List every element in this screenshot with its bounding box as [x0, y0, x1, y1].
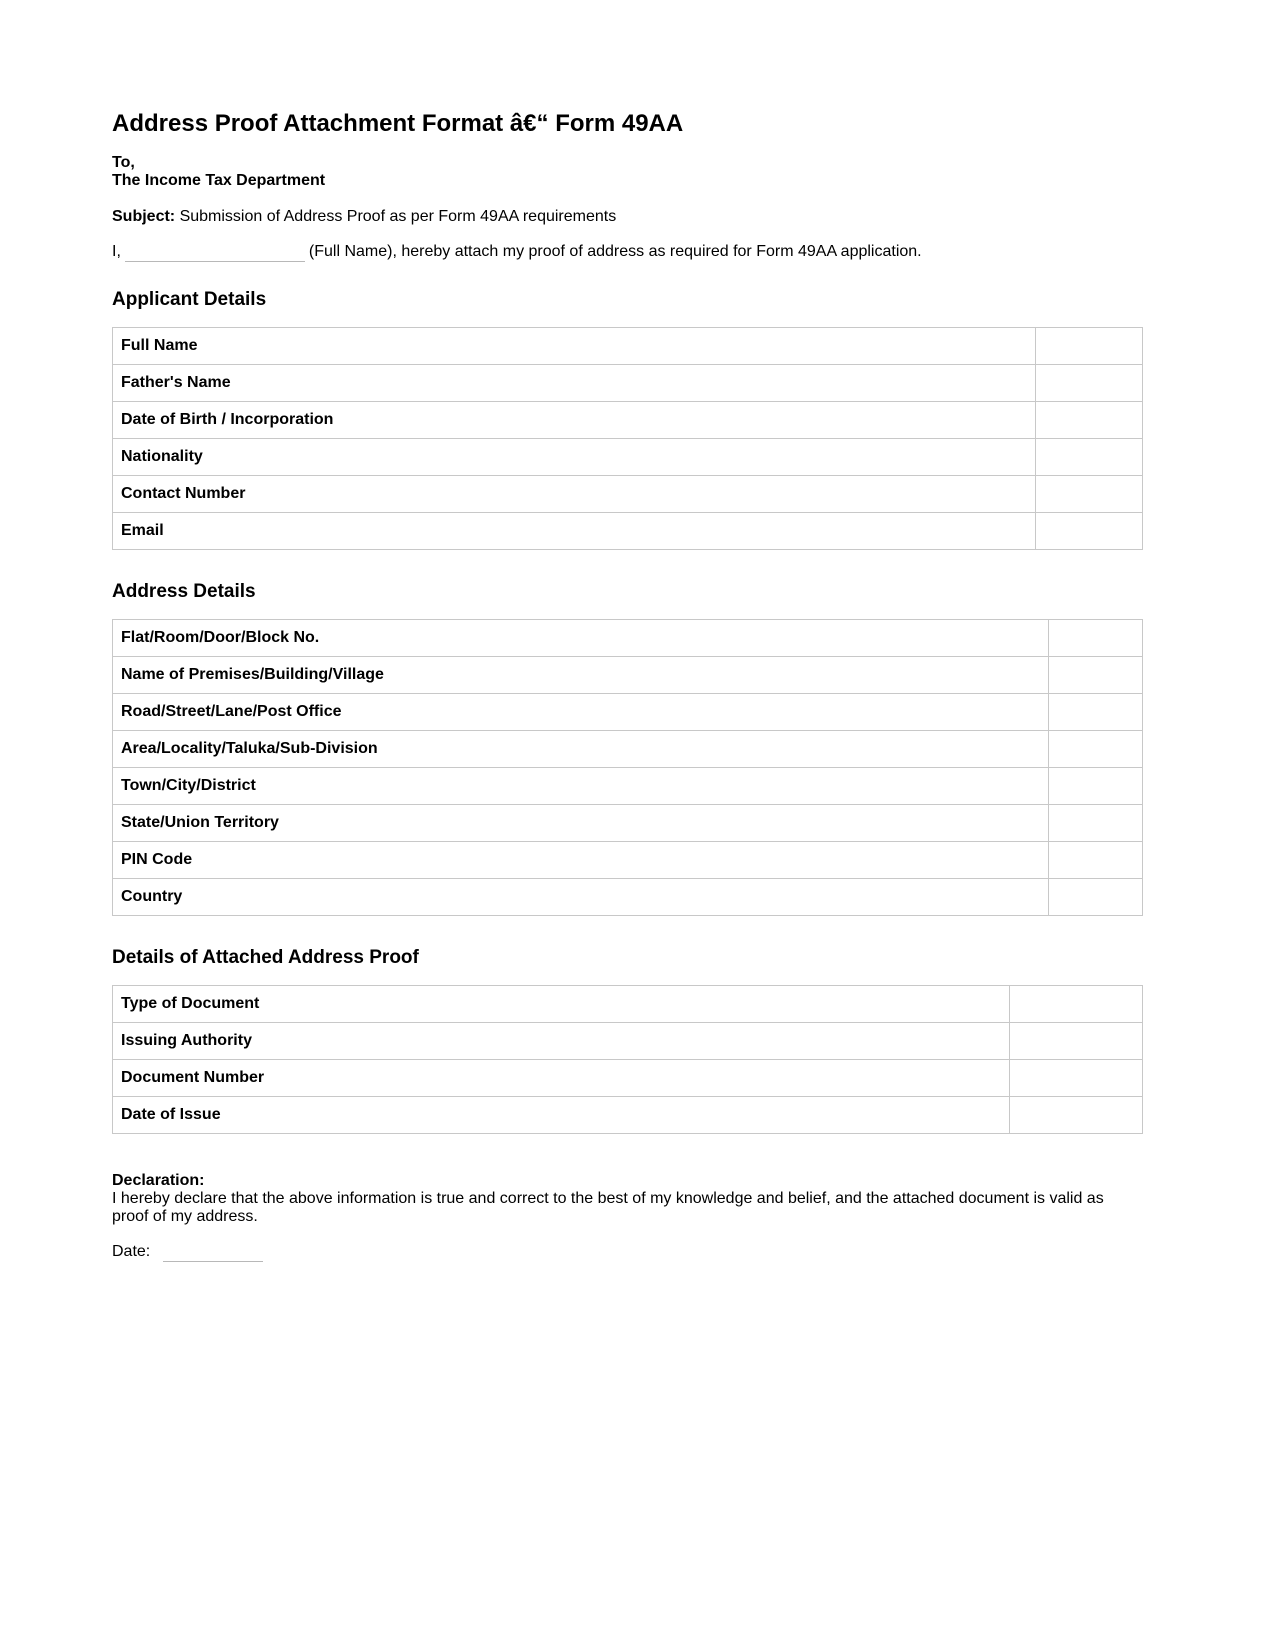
subject-text: Submission of Address Proof as per Form 49AA requirements	[175, 208, 617, 225]
row-value-cell[interactable]	[1036, 365, 1143, 402]
table-row	[113, 842, 1143, 879]
row-value-cell[interactable]	[1049, 768, 1143, 805]
row-label: Nationality	[113, 439, 1036, 476]
table-row	[113, 402, 1143, 439]
table-row	[113, 365, 1143, 402]
table-row	[113, 986, 1143, 1023]
table-row	[113, 731, 1143, 768]
row-label: PIN Code	[113, 842, 1049, 879]
row-label: Issuing Authority	[113, 1023, 1010, 1060]
row-value-cell[interactable]	[1049, 731, 1143, 768]
row-label: Full Name	[113, 328, 1036, 365]
subject-line	[112, 207, 1142, 227]
row-value-cell[interactable]	[1049, 620, 1143, 657]
table-row	[113, 1060, 1143, 1097]
row-value-cell[interactable]	[1036, 439, 1143, 476]
addressee-name: The Income Tax Department	[112, 172, 326, 189]
document-page	[112, 108, 1142, 1262]
row-value-cell[interactable]	[1036, 513, 1143, 550]
table-row	[113, 768, 1143, 805]
row-value-cell[interactable]	[1036, 328, 1143, 365]
row-value-cell[interactable]	[1010, 986, 1143, 1023]
declaration-text: I hereby declare that the above information is true and correct to the best of my knowledge and belief, and the attached document is valid as proof of my address.	[112, 1190, 1104, 1225]
row-value-cell[interactable]	[1036, 402, 1143, 439]
address-details-table	[112, 619, 1143, 916]
row-value-cell[interactable]	[1036, 476, 1143, 513]
table-row	[113, 620, 1143, 657]
row-value-cell[interactable]	[1010, 1023, 1143, 1060]
row-label: Type of Document	[113, 986, 1010, 1023]
date-label: Date:	[112, 1243, 151, 1260]
table-row	[113, 657, 1143, 694]
row-value-cell[interactable]	[1049, 879, 1143, 916]
row-value-cell[interactable]	[1049, 842, 1143, 879]
row-label: Area/Locality/Taluka/Sub-Division	[113, 731, 1049, 768]
row-label: Date of Birth / Incorporation	[113, 402, 1036, 439]
date-blank[interactable]	[163, 1245, 263, 1262]
row-label: Flat/Room/Door/Block No.	[113, 620, 1049, 657]
applicant-details-table	[112, 327, 1143, 550]
table-row	[113, 439, 1143, 476]
intro-statement	[112, 242, 1142, 262]
intro-suffix: (Full Name), hereby attach my proof of address as required for Form 49AA application.	[308, 243, 922, 260]
row-value-cell[interactable]	[1049, 657, 1143, 694]
proof-details-heading: Details of Attached Address Proof	[112, 947, 419, 968]
table-row	[113, 513, 1143, 550]
addressee-block	[112, 154, 1142, 190]
row-label: Town/City/District	[113, 768, 1049, 805]
row-label: Name of Premises/Building/Village	[113, 657, 1049, 694]
table-row	[113, 805, 1143, 842]
address-details-heading: Address Details	[112, 581, 256, 602]
row-label: Document Number	[113, 1060, 1010, 1097]
row-label: Road/Street/Lane/Post Office	[113, 694, 1049, 731]
table-row	[113, 879, 1143, 916]
proof-details-table	[112, 985, 1143, 1134]
row-value-cell[interactable]	[1010, 1097, 1143, 1134]
row-value-cell[interactable]	[1010, 1060, 1143, 1097]
declaration-block	[112, 1172, 1142, 1226]
declaration-title: Declaration:	[112, 1172, 205, 1189]
to-line: To,	[112, 154, 135, 171]
row-label: Email	[113, 513, 1036, 550]
page-title: Address Proof Attachment Format â€“ Form 49AA	[112, 110, 684, 137]
date-row	[112, 1242, 1142, 1262]
intro-prefix: I,	[112, 243, 121, 260]
row-value-cell[interactable]	[1049, 694, 1143, 731]
row-label: Contact Number	[113, 476, 1036, 513]
table-row	[113, 1097, 1143, 1134]
applicant-details-heading: Applicant Details	[112, 289, 267, 310]
row-label: Date of Issue	[113, 1097, 1010, 1134]
row-label: Country	[113, 879, 1049, 916]
table-row	[113, 476, 1143, 513]
full-name-blank[interactable]	[125, 245, 305, 262]
table-row	[113, 1023, 1143, 1060]
table-row	[113, 328, 1143, 365]
row-label: State/Union Territory	[113, 805, 1049, 842]
subject-label: Subject:	[112, 208, 176, 225]
table-row	[113, 694, 1143, 731]
row-value-cell[interactable]	[1049, 805, 1143, 842]
row-label: Father's Name	[113, 365, 1036, 402]
